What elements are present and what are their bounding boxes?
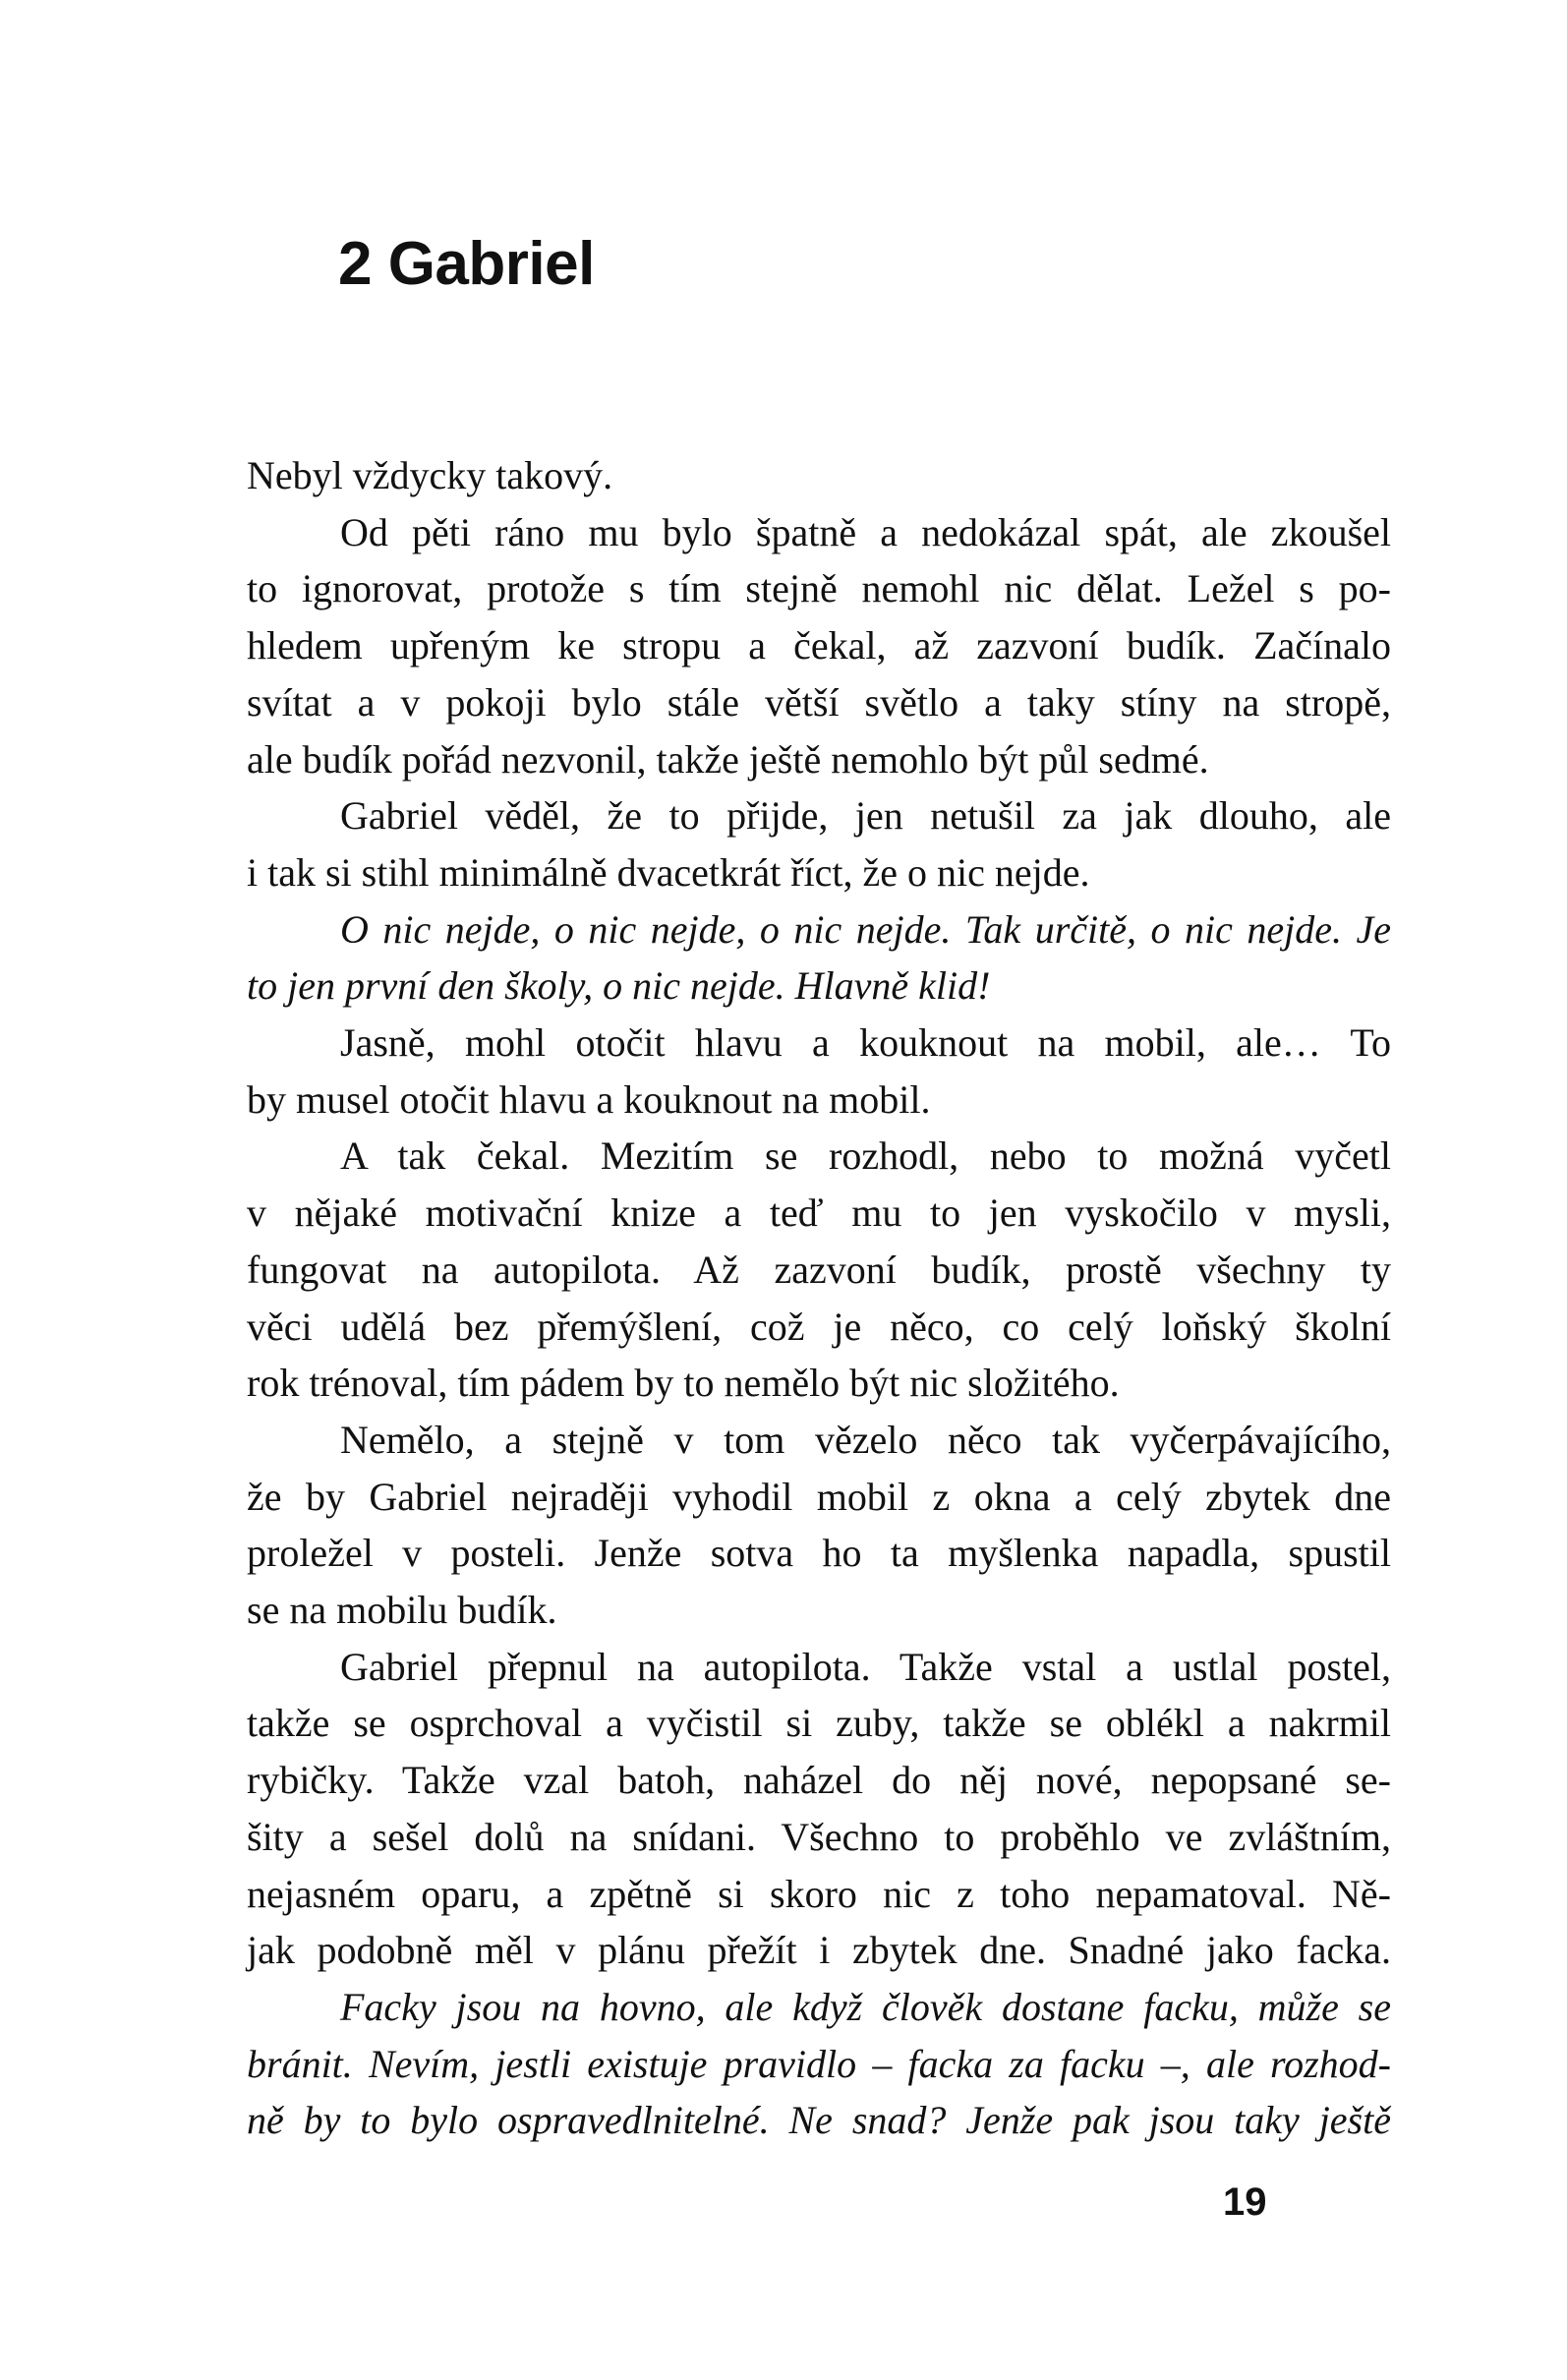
text-line: bránit. Nevím, jestli existuje pravidlo – facka za facku –, ale rozhod- bbox=[247, 2041, 1391, 2086]
text-line: by musel otočit hlavu a kouknout na mobil. bbox=[247, 1076, 931, 1122]
text-line: svítat a v pokoji bylo stále větší světlo a taky stíny na stropě, bbox=[247, 679, 1391, 725]
text-line: Nebyl vždycky takový. bbox=[247, 453, 613, 497]
text-line: proležel v posteli. Jenže sotva ho ta myšlenka napadla, spustil bbox=[247, 1531, 1391, 1576]
text-line: Gabriel věděl, že to přijde, jen netušil za jak dlouho, ale bbox=[340, 793, 1391, 839]
text-line: takže se osprchoval a vyčistil si zuby, takže se oblékl a nakrmil bbox=[247, 1701, 1391, 1746]
text-line: O nic nejde, o nic nejde, o nic nejde. Tak určitě, o nic nejde. Je bbox=[340, 906, 1391, 952]
text-line: A tak čekal. Mezitím se rozhodl, nebo to možná vyčetl bbox=[340, 1133, 1391, 1179]
text-line: rybičky. Takže vzal batoh, naházel do něj nové, nepopsané se- bbox=[247, 1758, 1391, 1803]
body-text bbox=[247, 447, 1391, 2149]
text-line: Od pěti ráno mu bylo špatně a nedokázal spát, ale zkoušel bbox=[340, 509, 1391, 554]
text-line: v nějaké motivační knize a teď mu to jen vyskočilo v mysli, bbox=[247, 1190, 1391, 1236]
text-line: se na mobilu budík. bbox=[247, 1588, 557, 1633]
text-line: rok trénoval, tím pádem by to nemělo být nic složitého. bbox=[247, 1361, 1120, 1406]
text-line: nejasném oparu, a zpětně si skoro nic z toho nepamatoval. Ně- bbox=[247, 1871, 1391, 1916]
page-number: 19 bbox=[1223, 2180, 1267, 2224]
text-line: hledem upřeným ke stropu a čekal, až zazvoní budík. Začínalo bbox=[247, 623, 1391, 668]
chapter-title: 2 Gabriel bbox=[338, 229, 595, 298]
text-line: to jen první den školy, o nic nejde. Hlavně klid! bbox=[247, 963, 991, 1009]
text-line: ně by to bylo ospravedlnitelné. Ne snad? Jenže pak jsou taky ještě bbox=[247, 2098, 1391, 2143]
text-line: že by Gabriel nejraději vyhodil mobil z okna a celý zbytek dne bbox=[247, 1474, 1391, 1519]
text-line: fungovat na autopilota. Až zazvoní budík, prostě všechny ty bbox=[247, 1247, 1391, 1292]
text-line: to ignorovat, protože s tím stejně nemohl nic dělat. Ležel s po- bbox=[247, 566, 1391, 611]
text-line: i tak si stihl minimálně dvacetkrát říct, že o nic nejde. bbox=[247, 849, 1090, 895]
text-line: šity a sešel dolů na snídani. Všechno to proběhlo ve zvláštním, bbox=[247, 1814, 1391, 1859]
text-line: Jasně, mohl otočit hlavu a kouknout na mobil, ale… To bbox=[340, 1020, 1391, 1066]
text-line: Nemělo, a stejně v tom vězelo něco tak vyčerpávajícího, bbox=[340, 1417, 1391, 1462]
text-line: jak podobně měl v plánu přežít i zbytek dne. Snadné jako facka. bbox=[247, 1928, 1391, 1973]
text-line: Facky jsou na hovno, ale když člověk dostane facku, může se bbox=[340, 1984, 1391, 2029]
text-line: Gabriel přepnul na autopilota. Takže vstal a ustlal postel, bbox=[340, 1644, 1391, 1689]
text-line: věci udělá bez přemýšlení, což je něco, co celý loňský školní bbox=[247, 1304, 1391, 1349]
text-line: ale budík pořád nezvonil, takže ještě nemohlo být půl sedmé. bbox=[247, 736, 1209, 782]
